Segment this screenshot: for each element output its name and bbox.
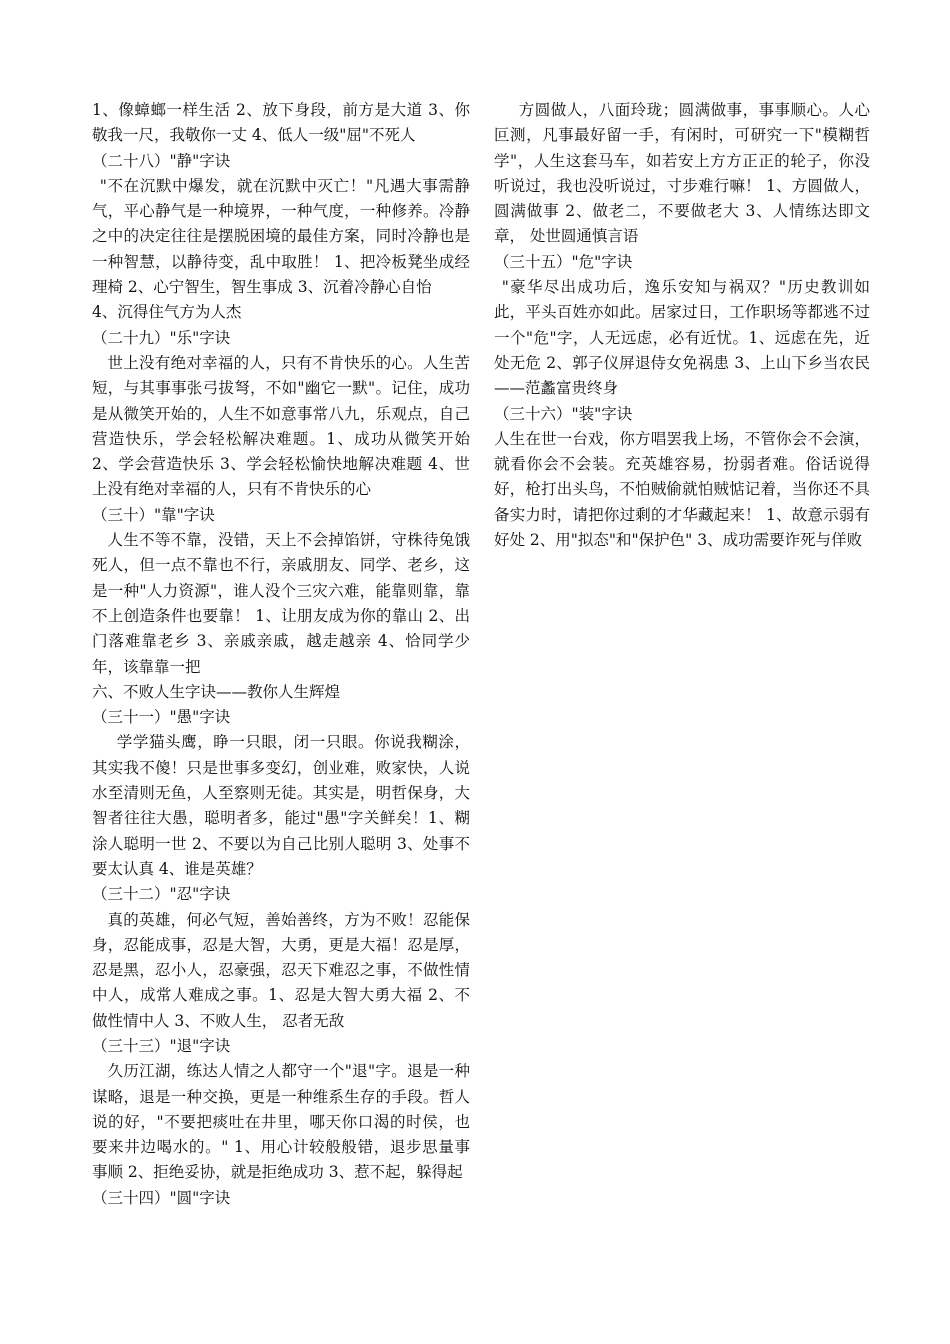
paragraph: 4、沉得住气方为人杰 xyxy=(92,303,242,322)
section-heading: （三十五）"危"字诀 xyxy=(494,252,633,271)
section-heading: （二十八）"静"字诀 xyxy=(92,151,231,170)
paragraph: 人生不等不靠，没错，天上不会掉馅饼，守株待兔饿死人，但一点不靠也不行，亲戚朋友、同学、老乡，这是一种"人力资源"，谁人没个三灾六难，能靠则靠，靠不上创造条件也要靠！ 1、让朋友成为你的靠山 2、出门落难靠老乡 3、亲戚亲戚，越走越亲 4、恰同学少年，该靠靠一把 xyxy=(92,531,470,676)
section-heading: （三十一）"愚"字诀 xyxy=(92,708,231,727)
paragraph: 学学猫头鹰，睁一只眼，闭一只眼。你说我糊涂，其实我不傻！只是世事多变幻，创业难，败家快，人说水至清则无鱼，人至察则无徒。其实是，明哲保身，大智者往往大愚，聪明者多，能过"愚"字关鲜矣！1、糊涂人聪明一世 2、不要以为自己比别人聪明 3、处事不要太认真 4、谁是英雄？ xyxy=(92,733,470,878)
paragraph: 1、像蟑螂一样生活 2、放下身段，前方是大道 3、你敬我一尺，我敬你一丈 4、低人一级"屈"不死人 xyxy=(92,101,470,145)
paragraph: 真的英雄，何必气短，善始善终，方为不败！忍能保身，忍能成事，忍是大智，大勇，更是大福！忍是厚，忍是黑，忍小人，忍豪强，忍天下难忍之事，不做性情中人，成常人难成之事。1、忍是大智大勇大福 2、不做性情中人 3、不败人生， 忍者无敌 xyxy=(92,910,470,1030)
paragraph: 人生在世一台戏，你方唱罢我上场，不管你会不会演，就看你会不会装。充英雄容易，扮弱者难。俗话说得好，枪打出头鸟，不怕贼偷就怕贼惦记着，当你还不具备实力时，请把你过剩的才华藏起来！ 1、故意示弱有好处 2、用"拟态"和"保护色" 3、成功需要诈死与佯败 xyxy=(494,429,870,550)
right-column xyxy=(494,98,870,553)
section-heading: （三十）"靠"字诀 xyxy=(92,505,215,524)
section-heading: （二十九）"乐"字诀 xyxy=(92,328,231,347)
section-heading: （三十六）"装"字诀 xyxy=(494,404,633,423)
paragraph: 世上没有绝对幸福的人，只有不肯快乐的心。人生苦短，与其事事张弓拔弩，不如"幽它一默"。记住，成功是从微笑开始的，人生不如意事常八九，乐观点，自己营造快乐，学会轻松解决难题。1、成功从微笑开始 2、学会营造快乐 3、学会轻松愉快地解决难题 4、世上没有绝对幸福的人，只有不肯快乐的心 xyxy=(92,353,470,499)
paragraph: 方圆做人，八面玲珑；圆满做事，事事顺心。人心叵测，凡事最好留一手，有闲时，可研究一下"模糊哲学"，人生这套马车，如若安上方方正正的轮子，你没听说过，我也没听说过，寸步难行嘛！ 1、方圆做人，圆满做事 2、做老二，不要做老大 3、人情练达即文章， 处世圆通慎言语 xyxy=(494,101,870,246)
paragraph: "不在沉默中爆发，就在沉默中灭亡！"凡遇大事需静气，平心静气是一种境界，一种气度，一种修养。冷静之中的决定往往是摆脱困境的最佳方案，同时冷静也是一种智慧，以静待变，乱中取胜！ 1、把冷板凳坐成经理椅 2、心宁智生，智生事成 3、沉着冷静心自怡 xyxy=(92,176,470,297)
left-column xyxy=(92,98,470,1211)
section-heading: （三十四）"圆"字诀 xyxy=(92,1188,231,1207)
paragraph: 久历江湖，练达人情之人都守一个"退"字。退是一种谋略，退是一种交换，更是一种维系生存的手段。哲人说的好，"不要把痰吐在井里，哪天你口渴的时侯，也要来井边喝水的。" 1、用心计较般般错，退步思量事事顺 2、拒绝妥协，就是拒绝成功 3、惹不起，躲得起 xyxy=(92,1062,470,1182)
section-heading: （三十三）"退"字诀 xyxy=(92,1036,231,1055)
section-heading: （三十二）"忍"字诀 xyxy=(92,885,231,904)
chapter-heading: 六、不败人生字诀——教你人生辉煌 xyxy=(92,682,341,701)
paragraph: "豪华尽出成功后，逸乐安知与祸双？"历史教训如此，平头百姓亦如此。居家过日，工作职场等都逃不过一个"危"字，人无远虑，必有近忧。1、远虑在先，近处无危 2、郭子仪屏退侍女免祸患 3、上山下乡当农民——范蠡富贵终身 xyxy=(494,278,870,398)
